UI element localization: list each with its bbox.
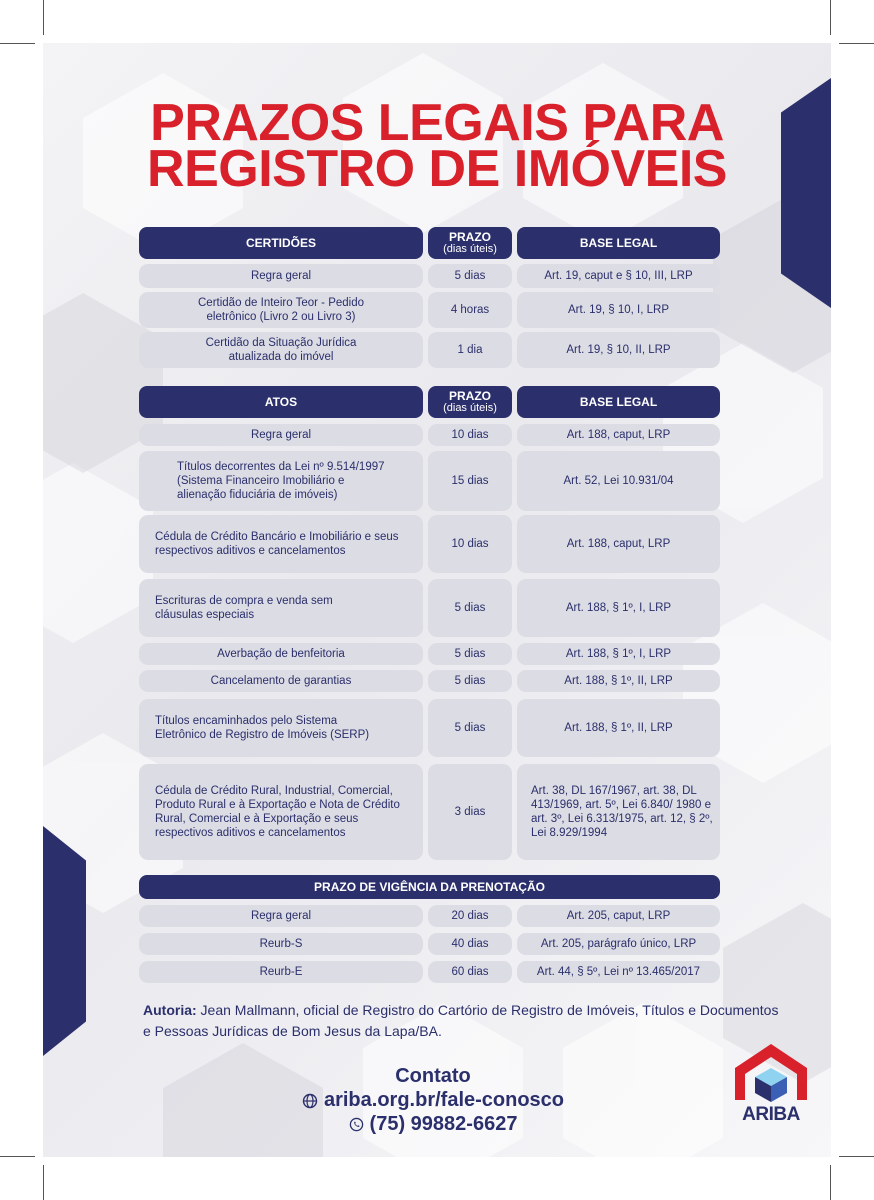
- prazo-header-sub: (dias úteis): [443, 402, 497, 414]
- row-base-legal: Art. 188, § 1º, I, LRP: [517, 579, 720, 637]
- contact-title: Contato: [395, 1065, 471, 1087]
- row-base-legal: Art. 188, caput, LRP: [517, 515, 720, 573]
- prazo-header: [428, 227, 512, 259]
- contact-site-link[interactable]: ariba.org.br/fale-conosco: [323, 1089, 565, 1111]
- row-base-legal: Art. 52, Lei 10.931/04: [517, 451, 720, 511]
- row-item: Regra geral: [139, 905, 423, 927]
- row-prazo: 5 dias: [428, 643, 512, 665]
- crop-mark: [839, 1156, 874, 1157]
- row-base-legal: Art. 188, § 1º, I, LRP: [517, 643, 720, 665]
- authorship-text: Jean Mallmann, oficial de Registro do Cartório de Registro de Imóveis, Títulos e Documentos e Pessoas Jurídicas de Bom Jesus da Lapa/BA.: [143, 1002, 779, 1039]
- atos-header-label: ATOS: [139, 386, 423, 418]
- row-base-legal: Art. 188, § 1º, II, LRP: [517, 699, 720, 757]
- prazo-header: [428, 386, 512, 418]
- page-title: [43, 94, 831, 198]
- side-band-left: [43, 826, 86, 1056]
- globe-icon: [302, 1093, 318, 1109]
- ariba-logo-text: ARIBA: [742, 1104, 800, 1125]
- row-prazo: 4 horas: [428, 292, 512, 328]
- crop-mark: [43, 0, 44, 35]
- row-prazo: 5 dias: [428, 699, 512, 757]
- row-prazo: 5 dias: [428, 670, 512, 692]
- authorship-note: [143, 1000, 783, 1042]
- whatsapp-icon: [349, 1117, 364, 1132]
- crop-mark: [830, 0, 831, 35]
- row-prazo: 1 dia: [428, 332, 512, 368]
- row-prazo: 40 dias: [428, 933, 512, 955]
- row-item: Cédula de Crédito Bancário e Imobiliário e seus respectivos aditivos e cancelamentos: [139, 515, 423, 573]
- prenotacao-header-label: PRAZO DE VIGÊNCIA DA PRENOTAÇÃO: [139, 875, 720, 899]
- row-item: Regra geral: [139, 264, 423, 288]
- row-base-legal: Art. 19, § 10, I, LRP: [517, 292, 720, 328]
- row-prazo: 3 dias: [428, 764, 512, 860]
- row-item: Títulos encaminhados pelo Sistema Eletrônico de Registro de Imóveis (SERP): [139, 699, 423, 757]
- row-prazo: 10 dias: [428, 424, 512, 446]
- row-item: Averbação de benfeitoria: [139, 643, 423, 665]
- flyer-sheet: [43, 43, 831, 1157]
- crop-mark: [43, 1165, 44, 1200]
- row-base-legal: Art. 205, caput, LRP: [517, 905, 720, 927]
- row-base-legal: Art. 19, § 10, II, LRP: [517, 332, 720, 368]
- row-item: Escrituras de compra e venda sem cláusulas especiais: [139, 579, 423, 637]
- row-base-legal: Art. 44, § 5º, Lei nº 13.465/2017: [517, 961, 720, 983]
- row-prazo: 15 dias: [428, 451, 512, 511]
- authorship-label: Autoria:: [143, 1002, 197, 1018]
- crop-mark: [830, 1165, 831, 1200]
- row-item: Reurb-S: [139, 933, 423, 955]
- contact-phone-line: [223, 1113, 643, 1136]
- row-item: Títulos decorrentes da Lei nº 9.514/1997 (Sistema Financeiro Imobiliário e alienação fiduciária de imóveis): [139, 451, 423, 511]
- row-item: Certidão da Situação Jurídica atualizada do imóvel: [139, 332, 423, 368]
- prazo-header-sub: (dias úteis): [443, 243, 497, 255]
- title-line-1: PRAZOS LEGAIS PARA: [150, 94, 724, 152]
- row-prazo: 20 dias: [428, 905, 512, 927]
- row-prazo: 5 dias: [428, 579, 512, 637]
- row-item: Cédula de Crédito Rural, Industrial, Comercial, Produto Rural e à Exportação e Nota de Crédito Rural, Comercial e à Exportação e seus respectivos aditivos e cancelamentos: [139, 764, 423, 860]
- row-item: Certidão de Inteiro Teor - Pedido eletrônico (Livro 2 ou Livro 3): [139, 292, 423, 328]
- row-base-legal: Art. 188, § 1º, II, LRP: [517, 670, 720, 692]
- row-prazo: 10 dias: [428, 515, 512, 573]
- row-item: Cancelamento de garantias: [139, 670, 423, 692]
- title-line-2: REGISTRO DE IMÓVEIS: [147, 140, 727, 198]
- row-prazo: 5 dias: [428, 264, 512, 288]
- row-base-legal: Art. 188, caput, LRP: [517, 424, 720, 446]
- crop-mark: [839, 43, 874, 44]
- crop-mark: [0, 1156, 35, 1157]
- row-base-legal: Art. 19, caput e § 10, III, LRP: [517, 264, 720, 288]
- row-item: Reurb-E: [139, 961, 423, 983]
- base-legal-header: BASE LEGAL: [517, 386, 720, 418]
- row-base-legal: Art. 205, parágrafo único, LRP: [517, 933, 720, 955]
- row-base-legal: Art. 38, DL 167/1967, art. 38, DL 413/1969, art. 5º, Lei 6.840/ 1980 e art. 3º, Lei 6.313/1975, art. 12, § 2º, Lei 8.929/1994: [517, 764, 720, 860]
- crop-mark: [0, 43, 35, 44]
- contact-phone[interactable]: (75) 99882-6627: [369, 1113, 518, 1135]
- prazo-header-main: PRAZO: [449, 389, 491, 403]
- row-prazo: 60 dias: [428, 961, 512, 983]
- row-item: Regra geral: [139, 424, 423, 446]
- certidoes-header-label: CERTIDÕES: [139, 227, 423, 259]
- base-legal-header: BASE LEGAL: [517, 227, 720, 259]
- prazo-header-main: PRAZO: [449, 230, 491, 244]
- contact-site-line: [223, 1089, 643, 1112]
